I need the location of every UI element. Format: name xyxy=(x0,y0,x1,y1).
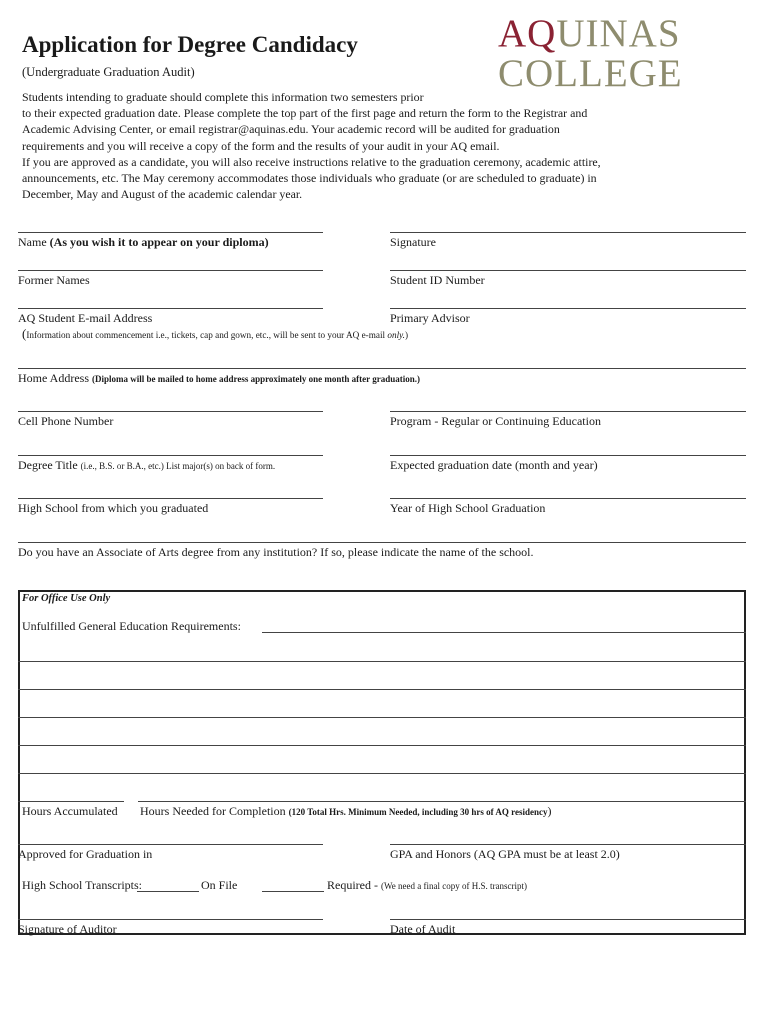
intro-line: announcements, etc. The May ceremony accommodates those individuals who graduate (or are scheduled to graduate) in xyxy=(22,171,597,186)
hours-needed-input[interactable] xyxy=(138,801,746,802)
required-label xyxy=(327,878,527,893)
intro-line: December, May and August of the academic calendar year. xyxy=(22,187,303,202)
note-open-paren: ( xyxy=(22,326,27,341)
program-label: Program - Regular or Continuing Education xyxy=(390,414,601,428)
home-address-field[interactable] xyxy=(18,368,746,386)
required-text: Required - xyxy=(327,878,381,892)
expected-date-label: Expected graduation date (month and year) xyxy=(390,458,598,472)
auditor-label: Signature of Auditor xyxy=(18,922,117,936)
degree-title-note: (i.e., B.S. or B.A., etc.) List major(s) on back of form. xyxy=(80,461,276,471)
requirements-line[interactable] xyxy=(18,661,746,662)
unfulfilled-requirements-input[interactable] xyxy=(262,632,746,633)
home-address-note: (Diploma will be mailed to home address approximately one month after graduation.) xyxy=(92,374,420,384)
name-label: Name xyxy=(18,235,50,249)
high-school-label: High School from which you graduated xyxy=(18,501,209,515)
logo-line-college: COLLEGE xyxy=(498,52,683,95)
requirements-line[interactable] xyxy=(18,717,746,718)
student-id-field[interactable] xyxy=(390,270,746,288)
note-only: only. xyxy=(387,330,405,340)
intro-text xyxy=(22,89,642,202)
logo-letter-q: Q xyxy=(527,12,557,55)
on-file-input[interactable] xyxy=(137,891,199,892)
required-note: (We need a final copy of H.S. transcript) xyxy=(380,881,527,891)
page-subtitle: (Undergraduate Graduation Audit) xyxy=(22,65,195,79)
signature-label: Signature xyxy=(390,235,436,249)
high-school-field[interactable] xyxy=(18,498,323,516)
page-title: Application for Degree Candidacy xyxy=(22,32,358,57)
logo-letters-uinas: UINAS xyxy=(556,12,681,55)
hours-needed-note: (120 Total Hrs. Minimum Needed, including 30 hrs of AQ residency xyxy=(288,807,548,817)
cell-phone-label: Cell Phone Number xyxy=(18,414,114,428)
intro-line: Academic Advising Center, or email registrar@aquinas.edu. Your academic record will be audited for graduation xyxy=(22,122,560,137)
requirements-line[interactable] xyxy=(18,773,746,774)
home-address-label: Home Address xyxy=(18,371,92,385)
intro-line: Students intending to graduate should complete this information two semesters prior xyxy=(22,90,424,104)
aquinas-college-logo xyxy=(498,12,708,95)
note-close-paren: ) xyxy=(404,330,409,340)
logo-letter-a: A xyxy=(498,12,528,55)
audit-date-field[interactable] xyxy=(390,919,746,937)
office-use-title: For Office Use Only xyxy=(22,593,111,604)
hours-accumulated-label: Hours Accumulated xyxy=(22,804,118,818)
cell-phone-field[interactable] xyxy=(18,411,323,429)
gpa-label: GPA and Honors (AQ GPA must be at least 2.0) xyxy=(390,847,620,861)
unfulfilled-requirements-label: Unfulfilled General Education Requirements: xyxy=(22,619,241,633)
hours-needed-text: Hours Needed for Completion xyxy=(140,804,289,818)
primary-advisor-field[interactable] xyxy=(390,308,746,326)
on-file-label: On File xyxy=(201,878,238,892)
note-text: Information about commencement i.e., tickets, cap and gown, etc., will be sent to your AQ e-mail xyxy=(26,330,388,340)
degree-title-field[interactable] xyxy=(18,455,323,473)
requirements-line[interactable] xyxy=(18,745,746,746)
email-field[interactable] xyxy=(18,308,323,326)
hours-needed-label xyxy=(140,804,552,819)
intro-line: requirements and you will receive a copy of the form and the results of your audit in your AQ email. xyxy=(22,138,500,153)
hs-transcripts-label: High School Transcripts: xyxy=(22,878,143,892)
hs-year-field[interactable] xyxy=(390,498,746,516)
gpa-honors-field[interactable] xyxy=(390,844,746,862)
degree-title-label: Degree Title xyxy=(18,458,81,472)
requirements-line[interactable] xyxy=(18,689,746,690)
student-id-label: Student ID Number xyxy=(390,273,485,287)
program-field[interactable] xyxy=(390,411,746,429)
commencement-note xyxy=(22,326,408,342)
intro-line: to their expected graduation date. Please complete the top part of the first page and return the form to the Registrar and xyxy=(22,106,588,121)
hs-year-label: Year of High School Graduation xyxy=(390,501,546,515)
approved-for-graduation-field[interactable] xyxy=(18,844,323,862)
associate-degree-label: Do you have an Associate of Arts degree from any institution? If so, please indicate the name of the school. xyxy=(18,545,534,559)
auditor-signature-field[interactable] xyxy=(18,919,323,937)
associate-degree-field[interactable] xyxy=(18,542,746,560)
name-field[interactable] xyxy=(18,232,323,250)
former-names-label: Former Names xyxy=(18,273,90,287)
hours-accumulated-input[interactable] xyxy=(18,801,124,802)
approved-label: Approved for Graduation in xyxy=(18,847,153,861)
logo-line-aquinas xyxy=(498,14,681,53)
name-note: (As you wish it to appear on your diploma) xyxy=(49,235,269,249)
hours-needed-close: ) xyxy=(547,804,552,818)
intro-line: If you are approved as a candidate, you will also receive instructions relative to the graduation ceremony, academic attire, xyxy=(22,154,601,169)
email-label: AQ Student E-mail Address xyxy=(18,311,153,325)
required-input[interactable] xyxy=(262,891,324,892)
primary-advisor-label: Primary Advisor xyxy=(390,311,470,325)
former-names-field[interactable] xyxy=(18,270,323,288)
audit-date-label: Date of Audit xyxy=(390,922,456,936)
signature-field[interactable] xyxy=(390,232,746,250)
expected-date-field[interactable] xyxy=(390,455,746,473)
